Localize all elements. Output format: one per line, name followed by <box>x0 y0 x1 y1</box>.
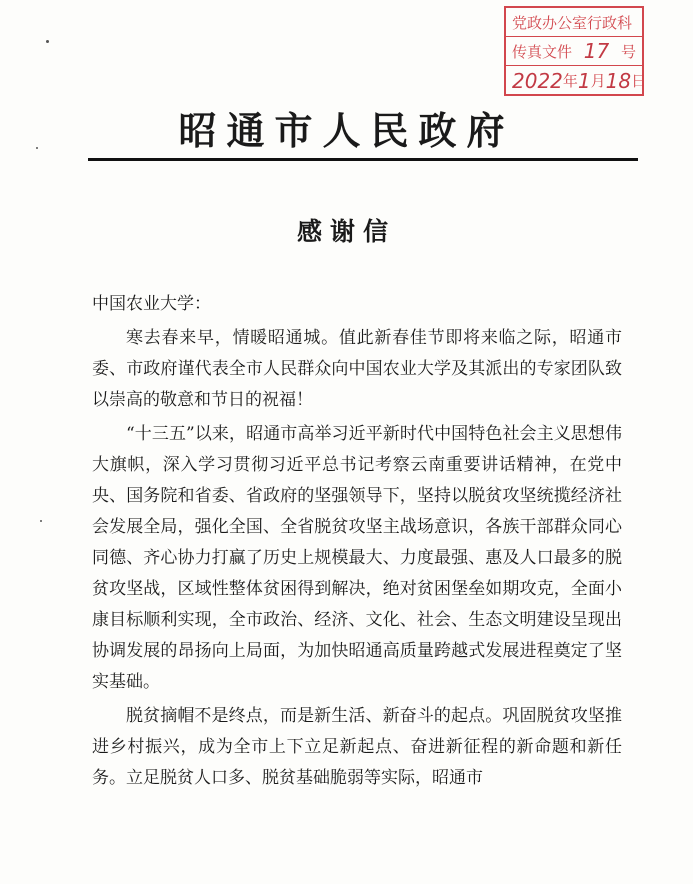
received-stamp <box>504 6 647 96</box>
letter-paragraph: 脱贫摘帽不是终点，而是新生活、新奋斗的起点。巩固脱贫攻坚推进乡村振兴，成为全市上下立足新起点、奋进新征程的新命题和新任务。立足脱贫人口多、脱贫基础脆弱等实际，昭通市 <box>92 706 622 788</box>
letter-body <box>92 289 622 797</box>
stamp-day: 18 <box>605 68 632 93</box>
stamp-day-unit: 日 <box>631 72 647 90</box>
stamp-fax-label: 传真文件 <box>512 42 573 61</box>
stamp-fax-suffix: 号 <box>620 42 636 61</box>
stamp-year: 2022 <box>512 68 563 93</box>
stamp-fax-row <box>506 37 642 66</box>
stamp-office-row <box>506 8 642 37</box>
letter-paragraph: “十三五”以来，昭通市高举习近平新时代中国特色社会主义思想伟大旗帜，深入学习贯彻习近平总书记考察云南重要讲话精神，在党中央、国务院和省委、省政府的坚强领导下，坚持以脱贫攻坚统揽经济社会发展全局，强化全国、全省脱贫攻坚主战场意识，各族干部群众同心同德、齐心协力打赢了历史上规模最大、力度最强、惠及人口最多的脱贫攻坚战，区域性整体贫困得到解决，绝对贫困堡垒如期攻克，全面小康目标顺利实现，全市政治、经济、文化、社会、生态文明建设呈现出协调发展的昂扬向上局面，为加快昭通高质量跨越式发展进程奠定了坚实基础。 <box>92 424 622 692</box>
scan-speck <box>46 40 49 43</box>
letter-paragraph: 寒去春来早，情暖昭通城。值此新春佳节即将来临之际，昭通市委、市政府谨代表全市人民群众向中国农业大学及其派出的专家团队致以崇高的敬意和节日的祝福！ <box>92 328 622 410</box>
stamp-fax-number: 17 <box>583 39 610 63</box>
stamp-month: 1 <box>577 68 591 93</box>
scan-speck <box>36 147 38 149</box>
scan-speck <box>40 520 42 522</box>
stamp-year-unit: 年 <box>562 72 578 90</box>
letter-salutation: 中国农业大学： <box>92 294 211 314</box>
letter-title: 感谢信 <box>296 217 396 246</box>
stamp-date-row <box>506 66 647 95</box>
stamp-office-name: 党政办公室行政科 <box>512 13 633 32</box>
header-rule <box>88 158 638 161</box>
stamp-month-unit: 月 <box>590 72 606 90</box>
government-header-title: 昭通市人民政府 <box>178 109 515 153</box>
